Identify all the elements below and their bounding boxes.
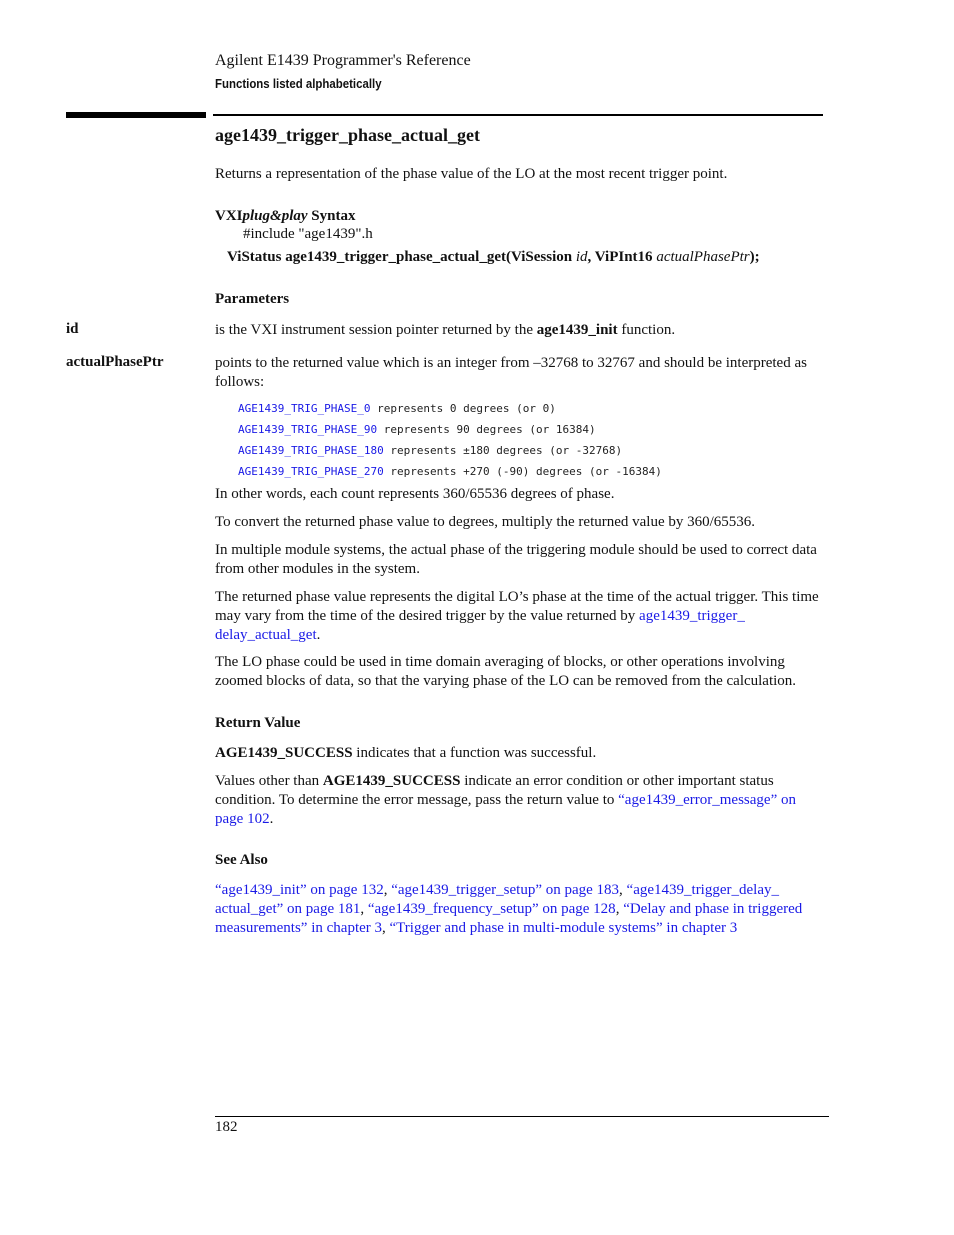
rv2-link[interactable]: “age1439_error_message” on page 102 <box>215 792 796 827</box>
code-constant: AGE1439_TRIG_PHASE_0 <box>238 402 371 415</box>
sig-arg-id: id <box>575 249 588 265</box>
param-para-3: In multiple module systems, the actual phase of the triggering module should be used to correct data from other modules in the system. <box>215 542 817 577</box>
param-ptr-name: actualPhasePtr <box>66 354 164 370</box>
function-description: Returns a representation of the phase value of the LO at the most recent trigger point. <box>215 166 728 182</box>
code-line <box>238 402 556 415</box>
footer-rule <box>215 1116 829 1117</box>
page-number: 182 <box>215 1119 238 1135</box>
syntax-signature <box>227 248 827 267</box>
sig-mid: , ViPInt16 <box>587 249 657 265</box>
code-text: represents ±180 degrees (or -32768) <box>383 444 623 457</box>
syntax-heading <box>215 207 825 226</box>
see-also-link[interactable]: “Delay and phase in triggered measurements” in chapter 3 <box>215 901 803 936</box>
syntax-heading-suffix: Syntax <box>307 208 356 224</box>
rv1-rest: indicates that a function was successful. <box>352 745 597 761</box>
code-line <box>238 423 596 436</box>
see-also-heading: See Also <box>215 852 268 868</box>
syntax-include: #include "age1439".h <box>243 226 373 242</box>
param-id-name: id <box>66 321 79 337</box>
see-also-link[interactable]: “age1439_init” on page 132 <box>215 882 384 898</box>
code-constant: AGE1439_TRIG_PHASE_180 <box>238 444 384 457</box>
code-line <box>238 444 622 457</box>
param-para-5: The LO phase could be used in time domain averaging of blocks, or other operations involving zoomed blocks of data, so that the varying phase of the LO can be removed from the calculation. <box>215 654 797 689</box>
rv1-bold: AGE1439_SUCCESS <box>215 745 353 761</box>
syntax-heading-italic: plug&play <box>242 208 308 224</box>
rv2-mid: indicate an error condition or other important status condition. To determine the error message, pass the return value to <box>215 773 774 808</box>
sig-suffix: ); <box>749 249 760 265</box>
code-text: represents 0 degrees (or 0) <box>370 402 556 415</box>
id-desc-bold: age1439_init <box>536 322 618 338</box>
para4-link[interactable]: age1439_trigger_ delay_actual_get <box>215 608 745 643</box>
para4-post: . <box>316 627 321 643</box>
code-line <box>238 465 662 478</box>
running-header-title: Agilent E1439 Programmer's Reference <box>215 52 471 69</box>
param-para-2: To convert the returned phase value to degrees, multiply the returned value by 360/65536. <box>215 514 756 530</box>
id-desc-post: function. <box>617 322 676 338</box>
see-also-link[interactable]: “age1439_trigger_setup” on page 183 <box>391 882 620 898</box>
return-value-line-1 <box>215 744 825 763</box>
code-constant: AGE1439_TRIG_PHASE_270 <box>238 465 384 478</box>
parameters-heading: Parameters <box>215 291 290 307</box>
return-value-heading: Return Value <box>215 715 301 731</box>
see-also-link[interactable]: “Trigger and phase in multi-module systems” in chapter 3 <box>389 920 738 936</box>
sig-arg-ptr: actualPhasePtr <box>656 249 750 265</box>
return-value-line-2 <box>215 772 825 829</box>
param-para-4 <box>215 588 825 645</box>
id-desc-pre: is the VXI instrument session pointer returned by the <box>215 322 537 338</box>
param-id-desc <box>215 321 825 340</box>
rv2-bold: AGE1439_SUCCESS <box>322 773 461 789</box>
sig-prefix: ViStatus age1439_trigger_phase_actual_get(ViSession <box>227 249 576 265</box>
header-rule-thick <box>66 112 206 118</box>
running-header-subtitle: Functions listed alphabetically <box>215 76 382 91</box>
param-para-1: In other words, each count represents 360/65536 degrees of phase. <box>215 486 615 502</box>
see-also-link[interactable]: “age1439_frequency_setup” on page 128 <box>367 901 616 917</box>
see-also-link[interactable]: “age1439_trigger_delay_ actual_get” on page 181 <box>215 882 779 917</box>
code-text: represents 90 degrees (or 16384) <box>377 423 596 436</box>
code-text: represents +270 (-90) degrees (or -16384) <box>383 465 662 478</box>
para4-pre: The returned phase value represents the digital LO’s phase at the time of the actual trigger. This time may vary from the time of the desired trigger by the value returned by <box>215 589 819 624</box>
see-also-list: “age1439_init” on page 132, “age1439_trigger_setup” on page 183, “age1439_trigger_delay_ actual_get” on page 181, “age1439_frequency_setup” on page 128, “Delay and phase in triggered measurements” in chapter 3, “Trigger and phase in multi-module systems” in chapter 3 <box>215 882 803 936</box>
function-title: age1439_trigger_phase_actual_get <box>215 125 480 145</box>
rv2-post: . <box>269 811 274 827</box>
syntax-heading-prefix: VXI <box>215 208 243 224</box>
param-ptr-desc: points to the returned value which is an integer from –32768 to 32767 and should be interpreted as follows: <box>215 355 807 390</box>
code-constant: AGE1439_TRIG_PHASE_90 <box>238 423 378 436</box>
rv2-pre: Values other than <box>215 773 323 789</box>
header-rule-thin <box>213 114 823 116</box>
